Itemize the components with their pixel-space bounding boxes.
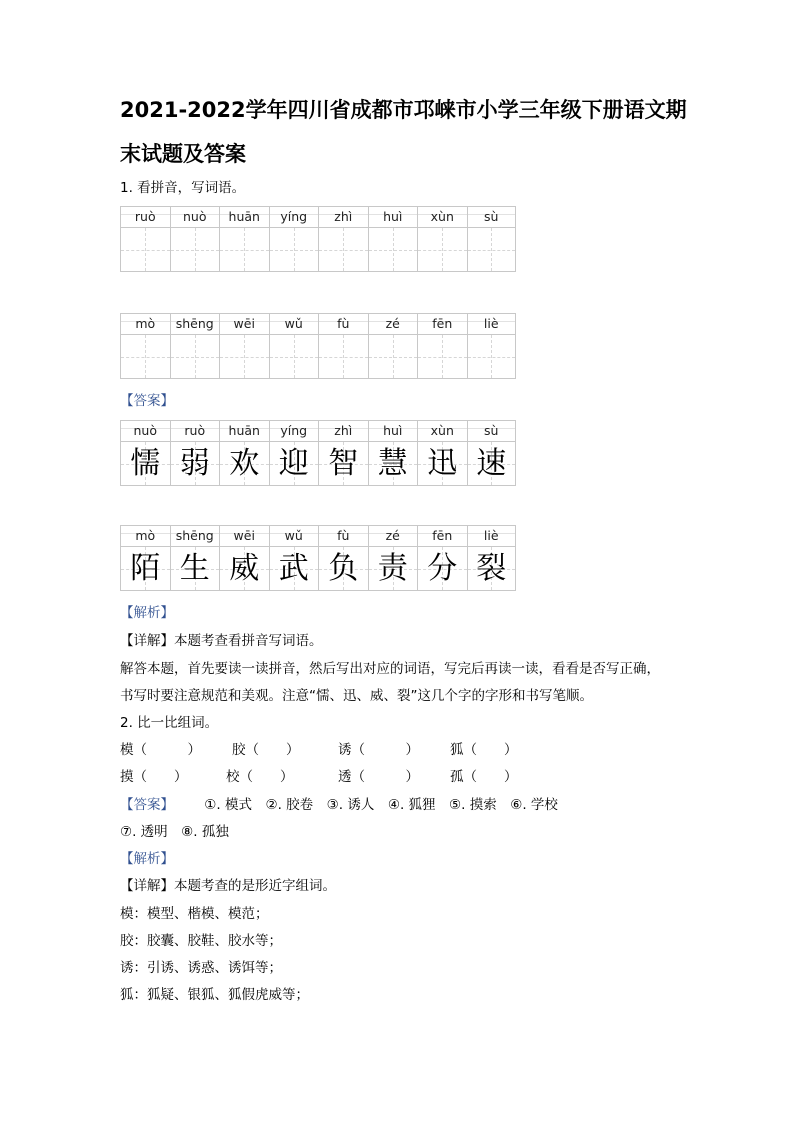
writing-box [417, 228, 467, 272]
character-box [318, 547, 368, 591]
answer-character: 速 [476, 446, 507, 481]
explanation-line-2: 书写时要注意规范和美观。注意“懦、迅、威、裂”这几个字的字形和书写笔顺。 [120, 688, 593, 704]
pinyin-cell: huān [219, 206, 269, 228]
pinyin-cell: zé [368, 313, 418, 335]
pinyin-cell: zhì [318, 206, 368, 228]
compare-item: 摸（ ） [120, 769, 188, 785]
question-2-prompt: 2. 比一比组词。 [120, 715, 219, 731]
compare-item: 诱（ ） [338, 742, 419, 758]
pinyin-cell: mò [120, 525, 170, 547]
answer-character: 欢 [229, 446, 260, 481]
compare-row-2 [120, 767, 540, 787]
pinyin-grid-2 [120, 313, 516, 379]
analysis-item: 狐：狐疑、银狐、狐假虎威等； [120, 987, 309, 1003]
explanation-line-1: 解答本题，首先要读一读拼音，然后写出对应的词语，写完后再读一读，看看是否写正确， [120, 661, 660, 677]
pinyin-cell: zhì [318, 420, 368, 442]
answer-label: 【答案】 [120, 797, 174, 813]
pinyin-cell: ruò [120, 206, 170, 228]
character-box [170, 547, 220, 591]
answer-character: 智 [328, 446, 359, 481]
compare-item: 狐（ ） [450, 742, 518, 758]
page-title-line-1: 2021-2022学年四川省成都市邛崃市小学三年级下册语文期 [120, 98, 687, 122]
character-box [417, 442, 467, 486]
answer-character: 威 [229, 551, 260, 586]
analysis-item: 诱：引诱、诱惑、诱饵等； [120, 960, 282, 976]
writing-box [269, 228, 319, 272]
question-1-prompt: 1. 看拼音，写词语。 [120, 180, 246, 196]
answer-character: 迎 [278, 446, 309, 481]
pinyin-cell: liè [467, 525, 517, 547]
writing-box [318, 228, 368, 272]
pinyin-cell: fēn [417, 313, 467, 335]
writing-box [170, 228, 220, 272]
pinyin-cell: fēn [417, 525, 467, 547]
pinyin-cell: yíng [269, 206, 319, 228]
pinyin-cell: huì [368, 206, 418, 228]
pinyin-cell: xùn [417, 420, 467, 442]
writing-box [318, 335, 368, 379]
compare-item: 胶（ ） [232, 742, 300, 758]
compare-row-1 [120, 740, 540, 760]
character-box [368, 442, 418, 486]
character-box [120, 547, 170, 591]
analysis-label: 【解析】 [120, 605, 174, 621]
character-box [467, 547, 517, 591]
answer-grid-1 [120, 420, 516, 486]
answer-row [120, 795, 558, 815]
answer-character: 裂 [476, 551, 507, 586]
pinyin-cell: sù [467, 420, 517, 442]
writing-box [219, 228, 269, 272]
character-row [120, 547, 516, 591]
pinyin-cell: nuò [120, 420, 170, 442]
writing-box [170, 335, 220, 379]
writing-box [368, 228, 418, 272]
compare-item: 孤（ ） [450, 769, 518, 785]
analysis-label: 【解析】 [120, 851, 174, 867]
pinyin-cell: ruò [170, 420, 220, 442]
pinyin-cell: wǔ [269, 525, 319, 547]
answer-label: 【答案】 [120, 393, 174, 409]
pinyin-cell: wēi [219, 313, 269, 335]
pinyin-cell: mò [120, 313, 170, 335]
detail-text: 【详解】本题考查看拼音写词语。 [120, 633, 323, 649]
character-row [120, 442, 516, 486]
answer-character: 生 [179, 551, 210, 586]
writing-box [368, 335, 418, 379]
pinyin-row [120, 420, 516, 442]
pinyin-cell: liè [467, 313, 517, 335]
pinyin-cell: huì [368, 420, 418, 442]
answer-grid-2 [120, 525, 516, 591]
writing-box [467, 335, 517, 379]
compare-item: 模（ ） [120, 742, 201, 758]
pinyin-cell: wēi [219, 525, 269, 547]
detail-text: 【详解】本题考查的是形近字组词。 [120, 878, 336, 894]
character-box [269, 442, 319, 486]
page-title-line-2: 末试题及答案 [120, 142, 246, 166]
character-box [467, 442, 517, 486]
pinyin-row [120, 525, 516, 547]
answer-character: 武 [278, 551, 309, 586]
answer-character: 负 [328, 551, 359, 586]
compare-item: 校（ ） [226, 769, 294, 785]
pinyin-row [120, 206, 516, 228]
writing-row [120, 335, 516, 379]
pinyin-cell: shēng [170, 313, 220, 335]
analysis-item: 胶：胶囊、胶鞋、胶水等； [120, 933, 282, 949]
answer-character: 懦 [130, 446, 161, 481]
character-box [417, 547, 467, 591]
character-box [120, 442, 170, 486]
character-box [368, 547, 418, 591]
character-box [318, 442, 368, 486]
answers-line-1: ①. 模式 ②. 胶卷 ③. 诱人 ④. 狐狸 ⑤. 摸索 ⑥. 学校 [204, 797, 558, 813]
pinyin-cell: wǔ [269, 313, 319, 335]
answer-character: 弱 [179, 446, 210, 481]
writing-box [467, 228, 517, 272]
writing-box [120, 335, 170, 379]
compare-item: 透（ ） [338, 769, 419, 785]
writing-row [120, 228, 516, 272]
answer-character: 迅 [427, 446, 458, 481]
pinyin-cell: huān [219, 420, 269, 442]
pinyin-cell: xùn [417, 206, 467, 228]
pinyin-cell: nuò [170, 206, 220, 228]
answers-line-2: ⑦. 透明 ⑧. 孤独 [120, 824, 229, 840]
character-box [219, 547, 269, 591]
pinyin-row [120, 313, 516, 335]
answer-character: 陌 [130, 551, 161, 586]
answer-character: 慧 [377, 446, 408, 481]
pinyin-cell: fù [318, 525, 368, 547]
writing-box [417, 335, 467, 379]
pinyin-cell: sù [467, 206, 517, 228]
character-box [170, 442, 220, 486]
character-box [219, 442, 269, 486]
pinyin-grid-1 [120, 206, 516, 272]
pinyin-cell: yíng [269, 420, 319, 442]
analysis-item: 模：模型、楷模、模范； [120, 906, 269, 922]
writing-box [120, 228, 170, 272]
character-box [269, 547, 319, 591]
pinyin-cell: shēng [170, 525, 220, 547]
pinyin-cell: zé [368, 525, 418, 547]
answer-character: 分 [427, 551, 458, 586]
writing-box [269, 335, 319, 379]
pinyin-cell: fù [318, 313, 368, 335]
answer-character: 责 [377, 551, 408, 586]
writing-box [219, 335, 269, 379]
